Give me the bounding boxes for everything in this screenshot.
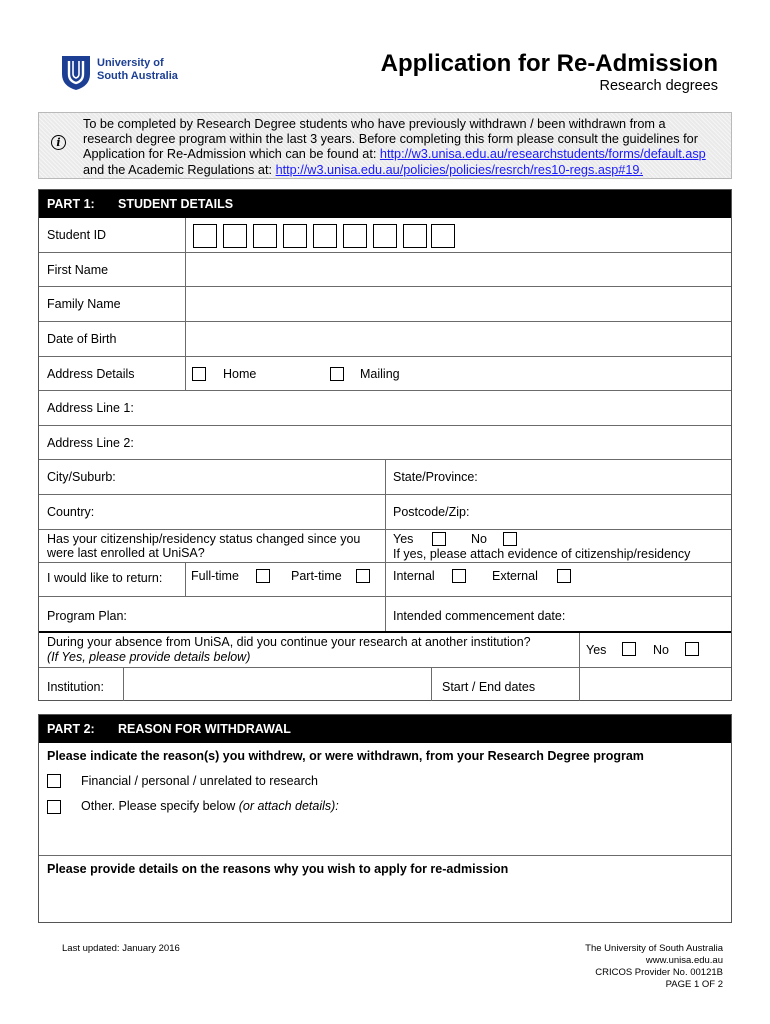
home-label: Home bbox=[223, 367, 257, 381]
dob-label: Date of Birth bbox=[47, 332, 117, 346]
address-line1-row[interactable] bbox=[39, 390, 731, 425]
address-line2-row[interactable] bbox=[39, 425, 731, 459]
external-label: External bbox=[492, 569, 538, 583]
regulations-link[interactable]: http://w3.unisa.edu.au/policies/policies/resrch/res10-regs.asp#19. bbox=[275, 162, 643, 177]
institution-field[interactable] bbox=[124, 668, 431, 701]
internal-label: Internal bbox=[393, 569, 435, 583]
country-postcode-row bbox=[39, 494, 731, 529]
dob-row bbox=[39, 321, 731, 356]
student-id-digit[interactable] bbox=[431, 224, 455, 248]
other-details-field[interactable] bbox=[39, 817, 731, 855]
part1-section bbox=[38, 189, 732, 701]
financial-checkbox[interactable] bbox=[47, 774, 61, 788]
info-icon: i bbox=[51, 135, 66, 150]
parttime-checkbox[interactable] bbox=[356, 569, 370, 583]
absence-yes-checkbox[interactable] bbox=[622, 642, 636, 656]
part2-section bbox=[38, 714, 732, 923]
last-updated: Last updated: January 2016 bbox=[62, 943, 180, 954]
student-id-label: Student ID bbox=[47, 228, 107, 242]
financial-label: Financial / personal / unrelated to research bbox=[81, 774, 318, 788]
family-name-row bbox=[39, 286, 731, 321]
part2-header: PART 2: REASON FOR WITHDRAWAL bbox=[39, 715, 731, 743]
page-number: PAGE 1 OF 2 bbox=[665, 979, 723, 990]
first-name-row bbox=[39, 252, 731, 286]
family-name-field[interactable] bbox=[186, 287, 731, 321]
citizenship-question: Has your citizenship/residency status changed since you were last enrolled at UniSA? bbox=[47, 532, 361, 560]
first-name-field[interactable] bbox=[186, 253, 731, 286]
form-subtitle: Research degrees bbox=[599, 78, 718, 94]
return-label: I would like to return: bbox=[47, 571, 163, 585]
external-checkbox[interactable] bbox=[557, 569, 571, 583]
fulltime-checkbox[interactable] bbox=[256, 569, 270, 583]
mailing-checkbox[interactable] bbox=[330, 367, 344, 381]
student-id-digit[interactable] bbox=[313, 224, 337, 248]
citizenship-no-checkbox[interactable] bbox=[503, 532, 517, 546]
logo-text: University of South Australia bbox=[97, 57, 178, 82]
absence-no-label: No bbox=[653, 643, 669, 657]
info-text: To be completed by Research Degree students who have previously withdrawn / been withdrawn from a research degree program within the last 3 years. Before completing this form please consult the guidelines for Application for Re-Admission which can be found at: http://w3.unisa.edu.au/researchstudents/forms/default.asp and the Academic Regulations at: http://w3.unisa.edu.au/policies/policies/resrch/res10-regs.asp#19. bbox=[83, 117, 706, 177]
institution-label: Institution: bbox=[47, 680, 104, 694]
country-label: Country: bbox=[47, 505, 95, 519]
absence-no-checkbox[interactable] bbox=[685, 642, 699, 656]
absence-row bbox=[39, 631, 731, 667]
city-label: City/Suburb: bbox=[47, 470, 116, 484]
student-id-digit[interactable] bbox=[283, 224, 307, 248]
commencement-label: Intended commencement date: bbox=[393, 609, 566, 623]
guidelines-link[interactable]: http://w3.unisa.edu.au/researchstudents/forms/default.asp bbox=[379, 147, 706, 162]
readmission-prompt: Please provide details on the reasons why you wish to apply for re-admission bbox=[47, 862, 509, 876]
footer-info: The University of South Australia www.unisa.edu.au CRICOS Provider No. 00121B PAGE 1 OF 2 bbox=[585, 943, 723, 990]
institution-row bbox=[39, 667, 731, 701]
student-id-row bbox=[39, 218, 731, 252]
other-checkbox[interactable] bbox=[47, 800, 61, 814]
student-id-digit[interactable] bbox=[253, 224, 277, 248]
part2-instruction: Please indicate the reason(s) you withdrew, or were withdrawn, from your Research Degree program bbox=[47, 749, 644, 763]
dates-field[interactable] bbox=[580, 668, 731, 701]
city-state-row bbox=[39, 459, 731, 494]
first-name-label: First Name bbox=[47, 263, 109, 277]
part1-header: PART 1: STUDENT DETAILS bbox=[39, 190, 731, 218]
other-label: Other. Please specify below (or attach details): bbox=[81, 799, 339, 813]
absence-yes-label: Yes bbox=[586, 643, 607, 657]
family-name-label: Family Name bbox=[47, 297, 121, 311]
dates-label: Start / End dates bbox=[442, 680, 536, 694]
student-id-digit[interactable] bbox=[223, 224, 247, 248]
citizenship-yes-label: Yes bbox=[393, 532, 414, 546]
address-details-label: Address Details bbox=[47, 367, 135, 381]
postcode-label: Postcode/Zip: bbox=[393, 505, 470, 519]
form-title: Application for Re-Admission bbox=[380, 50, 718, 77]
internal-checkbox[interactable] bbox=[452, 569, 466, 583]
absence-question: During your absence from UniSA, did you continue your research at another institution? (If Yes, please provide details below) bbox=[47, 635, 531, 664]
student-id-digit[interactable] bbox=[343, 224, 367, 248]
student-id-digit[interactable] bbox=[193, 224, 217, 248]
parttime-label: Part-time bbox=[291, 569, 342, 583]
student-id-digit[interactable] bbox=[403, 224, 427, 248]
program-plan-label: Program Plan: bbox=[47, 609, 127, 623]
address-line2-label: Address Line 2: bbox=[47, 436, 134, 450]
citizenship-note: If yes, please attach evidence of citizenship/residency bbox=[393, 547, 691, 561]
address-line1-label: Address Line 1: bbox=[47, 401, 134, 415]
program-plan-row bbox=[39, 596, 731, 631]
home-checkbox[interactable] bbox=[192, 367, 206, 381]
student-id-digit[interactable] bbox=[373, 224, 397, 248]
citizenship-yes-checkbox[interactable] bbox=[432, 532, 446, 546]
info-box bbox=[38, 112, 732, 179]
state-label: State/Province: bbox=[393, 470, 478, 484]
readmission-details-row[interactable] bbox=[39, 855, 731, 922]
address-details-row bbox=[39, 356, 731, 390]
fulltime-label: Full-time bbox=[191, 569, 239, 583]
citizenship-no-label: No bbox=[471, 532, 487, 546]
dob-field[interactable] bbox=[186, 322, 731, 356]
mailing-label: Mailing bbox=[360, 367, 400, 381]
citizenship-row bbox=[39, 529, 731, 562]
return-mode-row bbox=[39, 562, 731, 596]
